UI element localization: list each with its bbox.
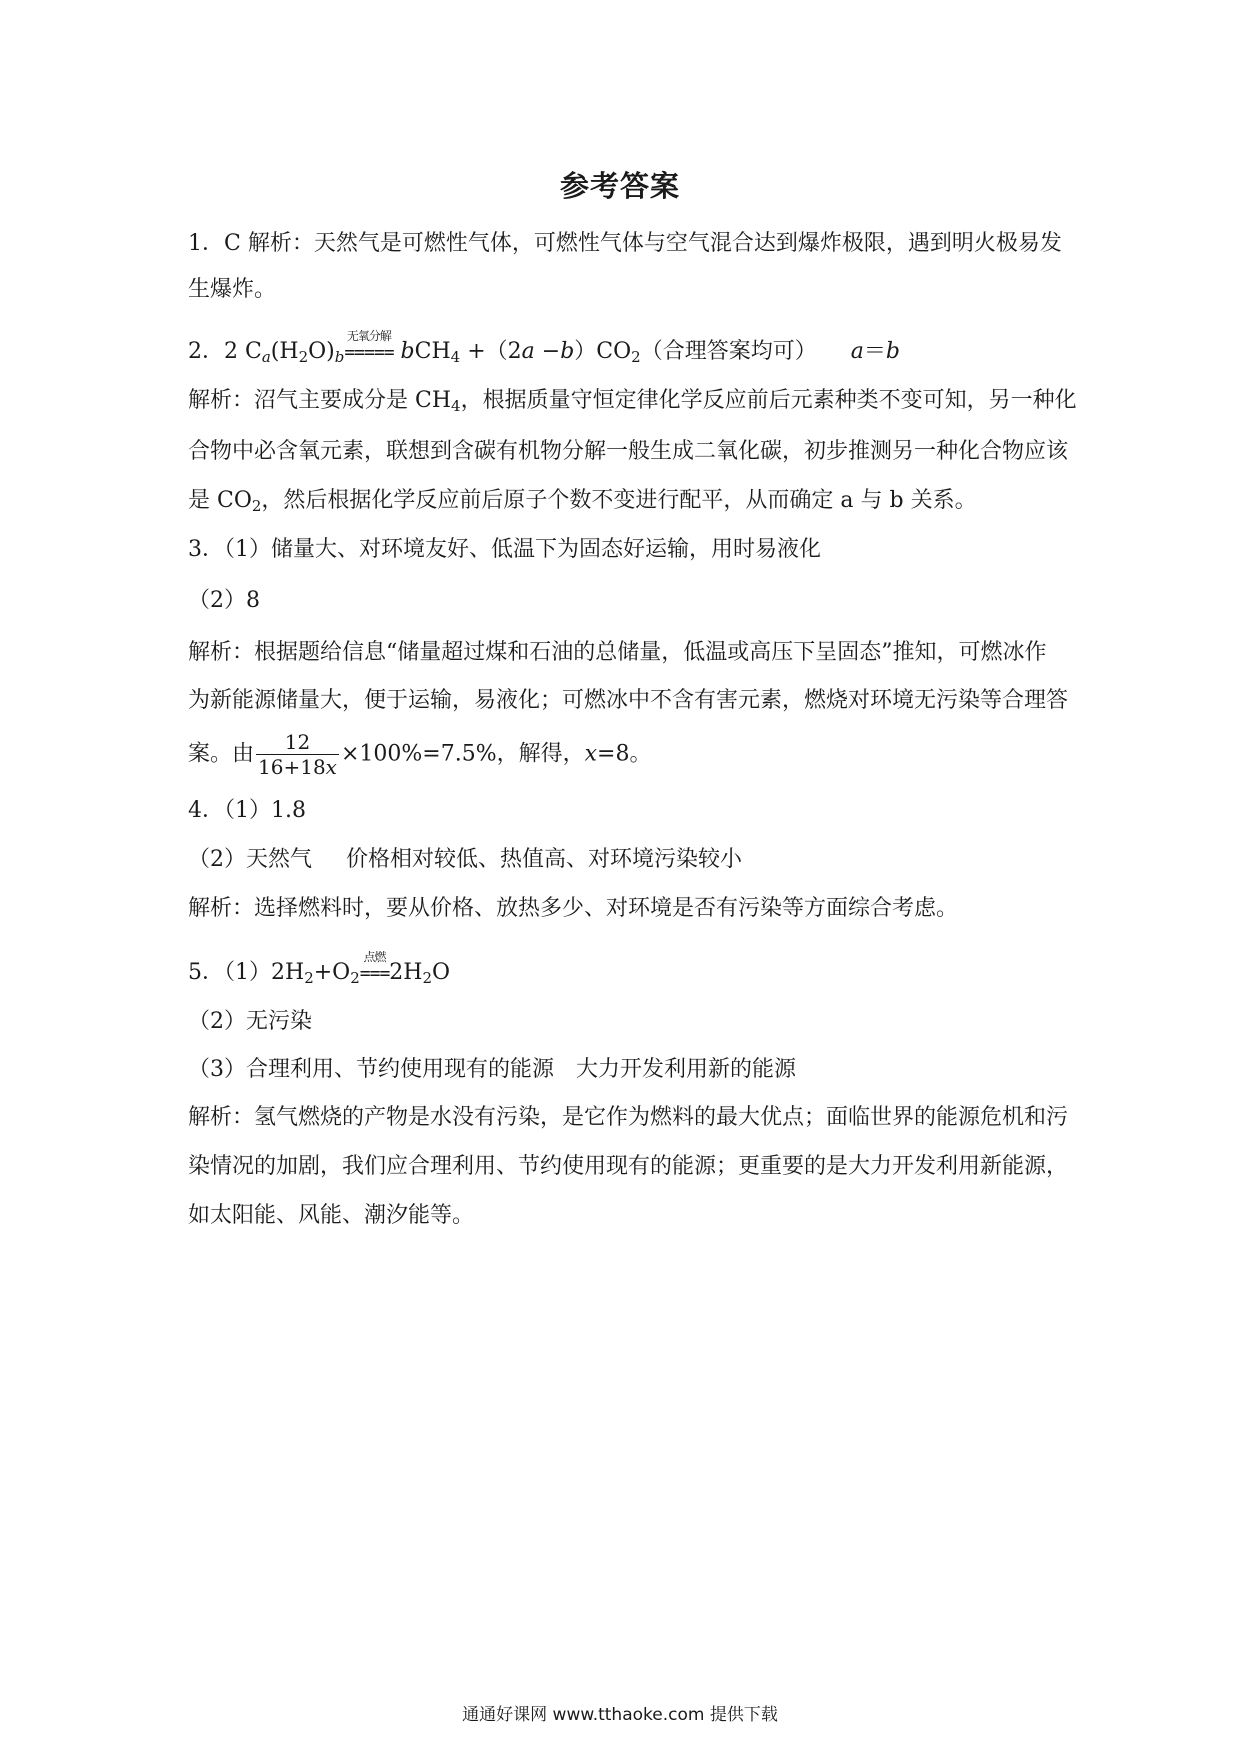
- q4-explanation: 解析：选择燃料时，要从价格、放热多少、对环境是否有污染等方面综合考虑。: [188, 896, 959, 921]
- q5-part-1: 5．$(1)2H_2+O_2$ 点燃 $===2H_2O$: [188, 958, 1068, 993]
- q5-part-2: （2）无污染: [188, 1009, 312, 1034]
- q5-explanation-1: 解析：氢气燃烧的产物是水没有污染，是它作为燃料的最大优点；面临世界的能源危机和污: [188, 1105, 1069, 1130]
- q3-explanation-2: 为新能源储量大，便于运输，易液化；可燃冰中不含有害元素，燃烧对环境无污染等合理答: [188, 688, 1069, 713]
- q4-part-1: 4．（1）1.8: [188, 798, 306, 823]
- combustion-arrow: 点燃 ===: [360, 959, 390, 989]
- q4-part-2: （2）天然气 价格相对较低、热值高、对环境污染较小: [188, 847, 743, 872]
- reaction-condition: 无氧分解: [346, 329, 391, 343]
- combustion-condition: 点燃: [363, 950, 386, 964]
- q1-line-1: 1．C 解析：天然气是可燃性气体，可燃性气体与空气混合达到爆炸极限，遇到明火极易发: [188, 231, 1062, 256]
- q2-explanation-2: 合物中必含氧元素，联想到含碳有机物分解一般生成二氧化碳，初步推测另一种化合物应该: [188, 439, 1069, 464]
- q5-explanation-2: 染情况的加剧，我们应合理利用、节约使用现有的能源；更重要的是大力开发利用新能源，: [188, 1154, 1069, 1179]
- q3-part-1: 3．（1）储量大、对环境友好、低温下为固态好运输，用时易液化: [188, 537, 821, 562]
- q2-note: （合理答案均可）: [640, 339, 817, 364]
- q1-line-2: 生爆炸。: [188, 277, 277, 302]
- q3-explanation-3: 案。由 $\frac{12}{16+18x}$ ×100%=7.5%，解得，x=8。: [188, 730, 652, 779]
- page-title: 参考答案: [559, 169, 680, 203]
- q3-explanation-1: 解析：根据题给信息“储量超过煤和石油的总储量，低温或高压下呈固态”推知，可燃冰作: [188, 640, 1047, 665]
- mass-fraction: $\frac{12}{16+18x}$: [258, 730, 337, 779]
- q2-explanation-3: 是 $CO_2$，然后根据化学反应前后原子个数不变进行配平，从而确定 a 与 b 关系。: [188, 488, 977, 515]
- q5-part-3: （3）合理利用、节约使用现有的能源 大力开发利用新的能源: [188, 1057, 797, 1082]
- q2-equation: 2．2 $C_a(H_2O)_b$ 无氧分解 ===== $bCH_4 +(2a -b)CO_2$（合理答案均可） a＝b: [188, 337, 1068, 372]
- q2-explanation-1: 解析：沼气主要成分是 $CH_4$，根据质量守恒定律化学反应前后元素种类不变可知，另一种化: [188, 388, 1077, 415]
- footer-watermark: 通通好课网 www.tthaoke.com 提供下载: [462, 1705, 778, 1725]
- reaction-arrow: 无氧分解 =====: [344, 338, 393, 368]
- q5-explanation-3: 如太阳能、风能、潮汐能等。: [188, 1203, 475, 1228]
- q3-part-2: （2）8: [188, 588, 260, 613]
